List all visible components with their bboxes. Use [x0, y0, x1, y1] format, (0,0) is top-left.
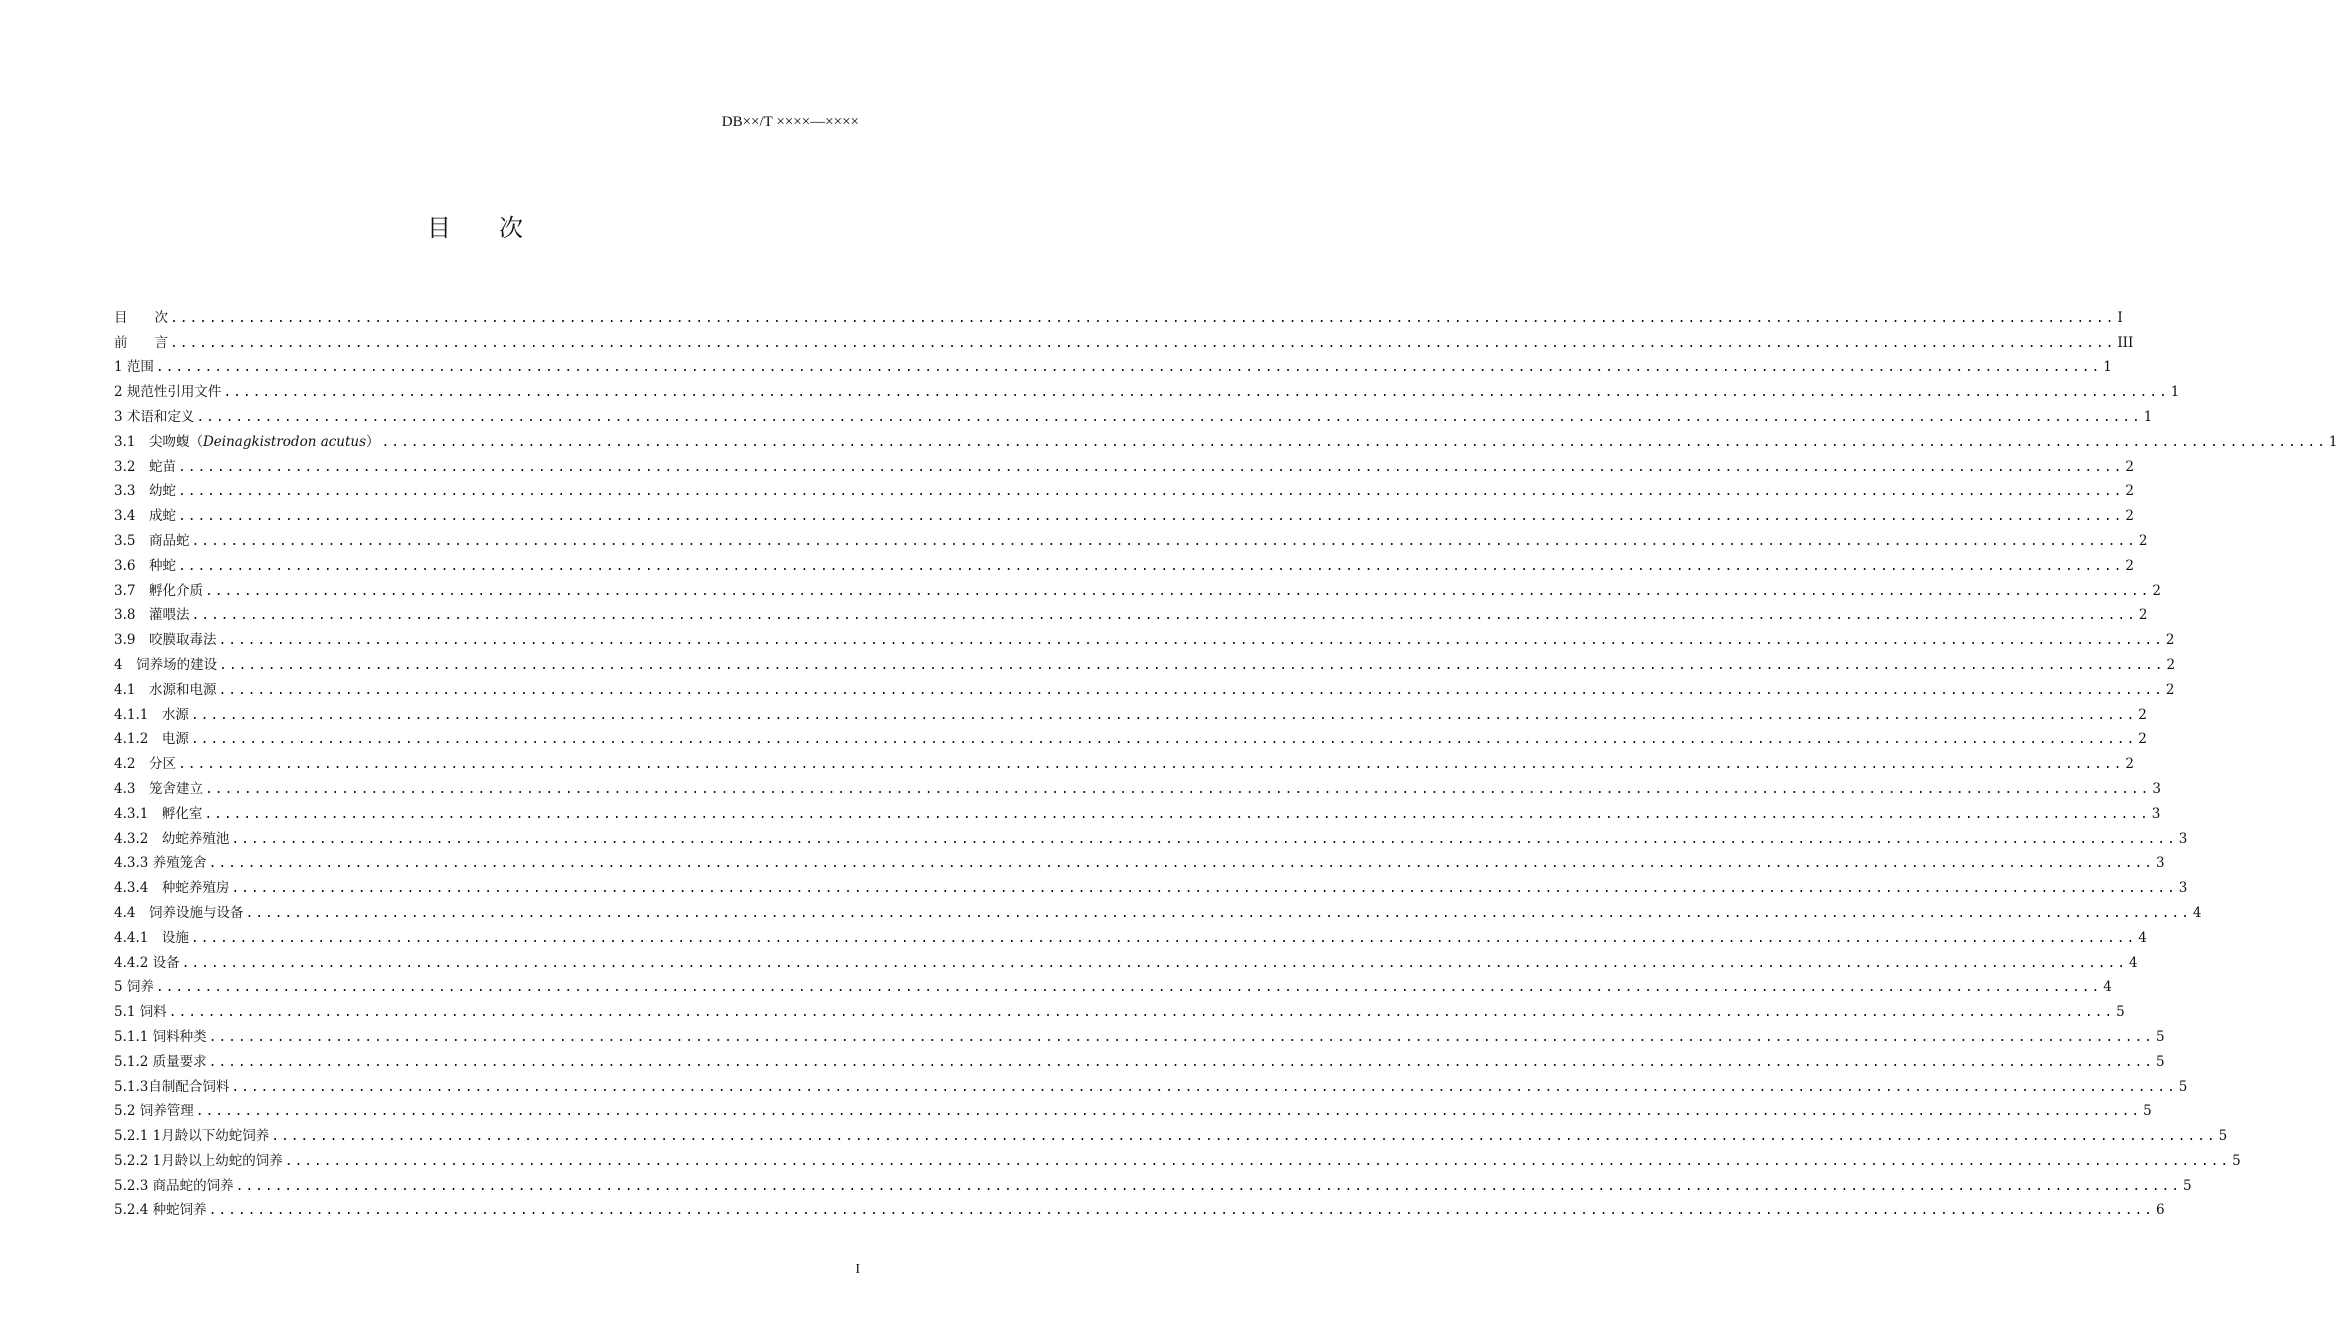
toc-entry[interactable] [114, 600, 2148, 625]
toc-entry-page: 3 [2152, 780, 2161, 797]
toc-entry-page: 3 [2178, 880, 2188, 897]
toc-entry[interactable] [114, 624, 2175, 649]
toc-entry-label: 3.5 商品蛇 [114, 532, 190, 549]
toc-entry-page: 1 [2170, 384, 2180, 401]
toc-entry-label: 5.2.2 1月龄以上幼蛇的饲养 [114, 1152, 283, 1169]
toc-entry[interactable] [114, 947, 2138, 972]
toc-entry-label: 4.1.1 水源 [114, 706, 189, 723]
toc-entry-page: I [2117, 309, 2123, 326]
toc-dot-leader: ........................................................................................................................................................................................................ [177, 509, 2124, 525]
toc-entry[interactable] [114, 773, 2161, 798]
page-number: I [855, 1262, 860, 1277]
toc-entry-label: 5.1.2 质量要求 [114, 1053, 207, 1070]
toc-dot-leader: ........................................................................................................................................................................................................ [191, 533, 2137, 549]
toc-dot-leader: ........................................................................................................................................................................................................ [177, 484, 2124, 500]
toc-dot-leader: ........................................................................................................................................................................................................ [168, 1005, 2115, 1021]
toc-dot-leader: ........................................................................................................................................................................................................ [190, 707, 2137, 723]
toc-dot-leader: ........................................................................................................................................................................................................ [245, 905, 2191, 921]
toc-entry-page: 2 [2125, 508, 2134, 525]
toc-entry[interactable] [114, 352, 2112, 377]
toc-entry[interactable] [114, 525, 2148, 550]
toc-entry[interactable] [114, 823, 2188, 848]
toc-dot-leader: ........................................................................................................................................................................................................ [208, 1029, 2154, 1045]
toc-dot-leader: ........................................................................................................................................................................................................ [177, 558, 2124, 574]
toc-entry-label: 5.2.3 商品蛇的饲养 [114, 1177, 234, 1194]
toc-dot-leader: ........................................................................................................................................................................................................ [381, 434, 2327, 450]
toc-entry-label: 2 规范性引用文件 [114, 384, 222, 401]
toc-entry-label: 5.1.1 饲料种类 [114, 1028, 207, 1045]
toc-dot-leader: ........................................................................................................................................................................................................ [271, 1129, 2217, 1145]
toc-dot-leader: ........................................................................................................................................................................................................ [231, 831, 2177, 847]
toc-entry-page: 2 [2125, 557, 2134, 574]
toc-entry-page: 5 [2143, 1103, 2152, 1120]
toc-entry[interactable] [114, 649, 2176, 674]
toc-dot-leader: ........................................................................................................................................................................................................ [218, 633, 2164, 649]
toc-entry[interactable] [114, 798, 2161, 823]
toc-dot-leader: ........................................................................................................................................................................................................ [223, 385, 2169, 401]
toc-entry[interactable] [114, 1071, 2188, 1096]
toc-entry-label: 4.2 分区 [114, 756, 176, 773]
toc-entry-page: 2 [2125, 458, 2134, 475]
toc-entry[interactable] [114, 922, 2147, 947]
toc-entry-label: 4.4 饲养设施与设备 [114, 904, 244, 921]
toc-entry-label: 5 饲养 [114, 979, 154, 996]
toc-entry-page: III [2117, 334, 2134, 351]
document-code: DB××/T ××××—×××× [721, 114, 859, 130]
toc-entry-page: 5 [2232, 1152, 2241, 1169]
toc-dot-leader: ........................................................................................................................................................................................................ [196, 409, 2142, 425]
toc-entry-label: 3.8 灌喂法 [114, 607, 190, 624]
toc-entry[interactable] [114, 327, 2134, 352]
table-of-contents [114, 302, 2337, 1219]
toc-entry[interactable] [114, 872, 2188, 897]
toc-entry[interactable] [114, 1145, 2241, 1170]
toc-entry-label: 4.3 笼舍建立 [114, 780, 203, 797]
toc-entry[interactable] [114, 1021, 2165, 1046]
toc-entry-page: 2 [2138, 706, 2147, 723]
toc-entry[interactable] [114, 972, 2112, 997]
toc-entry-label: 5.2 饲养管理 [114, 1103, 194, 1120]
toc-entry[interactable] [114, 302, 2123, 327]
toc-entry[interactable] [114, 1195, 2165, 1220]
toc-entry-label: 3.4 成蛇 [114, 508, 176, 525]
toc-entry[interactable] [114, 674, 2175, 699]
toc-entry[interactable] [114, 426, 2337, 451]
toc-entry-page: 5 [2178, 1078, 2188, 1095]
toc-entry[interactable] [114, 1046, 2165, 1071]
toc-entry-label: 4.4.1 设施 [114, 929, 189, 946]
toc-dot-leader: ........................................................................................................................................................................................................ [155, 980, 2102, 996]
toc-entry-page: 2 [2165, 681, 2175, 698]
toc-entry-label: 4 饲养场的建设 [114, 656, 218, 673]
toc-entry[interactable] [114, 996, 2125, 1021]
toc-entry[interactable] [114, 1120, 2228, 1145]
toc-entry-label: 3 术语和定义 [114, 408, 195, 425]
toc-entry[interactable] [114, 1096, 2152, 1121]
toc-entry-label: 4.4.2 设备 [114, 954, 180, 971]
toc-dot-leader: ........................................................................................................................................................................................................ [155, 360, 2102, 376]
toc-entry-label: 3.9 咬膜取毒法 [114, 632, 217, 649]
toc-dot-leader: ........................................................................................................................................................................................................ [170, 310, 2116, 326]
toc-entry[interactable] [114, 550, 2134, 575]
toc-dot-leader: ........................................................................................................................................................................................................ [195, 1104, 2142, 1120]
toc-entry[interactable] [114, 500, 2134, 525]
toc-dot-leader: ........................................................................................................................................................................................................ [235, 1178, 2181, 1194]
toc-entry-page: 2 [2138, 607, 2148, 624]
toc-entry[interactable] [114, 848, 2165, 873]
toc-entry-page: 3 [2156, 855, 2165, 872]
toc-entry-label: 4.3.4 种蛇养殖房 [114, 880, 230, 897]
toc-dot-leader: ........................................................................................................................................................................................................ [231, 1079, 2177, 1095]
toc-entry[interactable] [114, 401, 2153, 426]
toc-dot-leader: ........................................................................................................................................................................................................ [218, 682, 2164, 698]
toc-dot-leader: ........................................................................................................................................................................................................ [208, 1054, 2154, 1070]
toc-entry-page: 2 [2138, 532, 2148, 549]
toc-entry-label: 目 次 [114, 309, 168, 326]
toc-entry-label: 5.1 饲料 [114, 1004, 167, 1021]
toc-entry-label: 4.3.2 幼蛇养殖池 [114, 830, 230, 847]
toc-entry-label: 3.2 蛇苗 [114, 458, 176, 475]
toc-entry[interactable] [114, 575, 2161, 600]
toc-entry-page: 2 [2125, 756, 2134, 773]
toc-dot-leader: ........................................................................................................................................................................................................ [231, 881, 2177, 897]
toc-entry-label: 3.1 尖吻蝮（Deinagkistrodon acutus） [114, 433, 380, 450]
toc-entry-label: 3.7 孵化介质 [114, 582, 203, 599]
toc-entry-page: 6 [2156, 1202, 2165, 1219]
toc-entry-label: 5.1.3自制配合饲料 [114, 1078, 230, 1095]
toc-entry-label: 4.3.3 养殖笼舍 [114, 855, 207, 872]
toc-entry-page: 5 [2156, 1028, 2165, 1045]
toc-dot-leader: ........................................................................................................................................................................................................ [204, 781, 2151, 797]
toc-entry-label: 3.3 幼蛇 [114, 483, 176, 500]
toc-entry[interactable] [114, 476, 2134, 501]
toc-entry-page: 2 [2138, 731, 2147, 748]
toc-entry-page: 5 [2156, 1053, 2165, 1070]
toc-dot-leader: ........................................................................................................................................................................................................ [181, 955, 2127, 971]
toc-entry-label: 4.1 水源和电源 [114, 681, 217, 698]
toc-dot-leader: ........................................................................................................................................................................................................ [208, 856, 2154, 872]
toc-dot-leader: ........................................................................................................................................................................................................ [177, 459, 2124, 475]
toc-entry[interactable] [114, 724, 2147, 749]
toc-entry-page: 4 [2129, 954, 2138, 971]
toc-entry[interactable] [114, 897, 2202, 922]
toc-entry-page: 1 [2143, 408, 2153, 425]
toc-dot-leader: ........................................................................................................................................................................................................ [204, 806, 2150, 822]
toc-entry-page: 4 [2192, 904, 2202, 921]
toc-entry-label: 前 言 [114, 334, 168, 351]
toc-dot-leader: ........................................................................................................................................................................................................ [170, 335, 2116, 351]
toc-entry[interactable] [114, 748, 2134, 773]
toc-entry-page: 2 [2165, 632, 2175, 649]
toc-entry-page: 2 [2166, 656, 2176, 673]
toc-dot-leader: ........................................................................................................................................................................................................ [219, 657, 2165, 673]
toc-entry-page: 5 [2116, 1004, 2125, 1021]
toc-entry-label: 5.2.1 1月龄以下幼蛇饲养 [114, 1128, 270, 1145]
toc-entry-page: 2 [2125, 483, 2134, 500]
toc-entry-label: 1 范围 [114, 359, 154, 376]
toc-entry-label: 4.1.2 电源 [114, 731, 189, 748]
toc-entry-page: 4 [2103, 979, 2112, 996]
toc-entry-page: 3 [2151, 805, 2161, 822]
toc-dot-leader: ........................................................................................................................................................................................................ [191, 608, 2137, 624]
toc-entry-label: 4.3.1 孵化室 [114, 805, 203, 822]
toc-entry-label: 5.2.4 种蛇饲养 [114, 1202, 207, 1219]
toc-dot-leader: ........................................................................................................................................................................................................ [177, 757, 2124, 773]
toc-entry-page: 5 [2218, 1128, 2228, 1145]
toc-entry[interactable] [114, 1170, 2192, 1195]
toc-entry-page: 5 [2183, 1177, 2192, 1194]
toc-entry-page: 1 [2103, 359, 2112, 376]
toc-entry-page: 2 [2152, 582, 2161, 599]
page-title: 目 次 [427, 214, 523, 242]
toc-dot-leader: ........................................................................................................................................................................................................ [190, 930, 2137, 946]
toc-dot-leader: ........................................................................................................................................................................................................ [204, 583, 2151, 599]
toc-entry[interactable] [114, 699, 2147, 724]
toc-entry[interactable] [114, 376, 2180, 401]
toc-entry[interactable] [114, 451, 2134, 476]
toc-dot-leader: ........................................................................................................................................................................................................ [284, 1153, 2231, 1169]
toc-entry-label: 3.6 种蛇 [114, 557, 176, 574]
toc-entry-page: 4 [2138, 929, 2147, 946]
toc-entry-page: 1 [2328, 433, 2337, 450]
toc-entry-page: 3 [2178, 830, 2188, 847]
toc-dot-leader: ........................................................................................................................................................................................................ [190, 732, 2137, 748]
toc-dot-leader: ........................................................................................................................................................................................................ [208, 1203, 2154, 1219]
